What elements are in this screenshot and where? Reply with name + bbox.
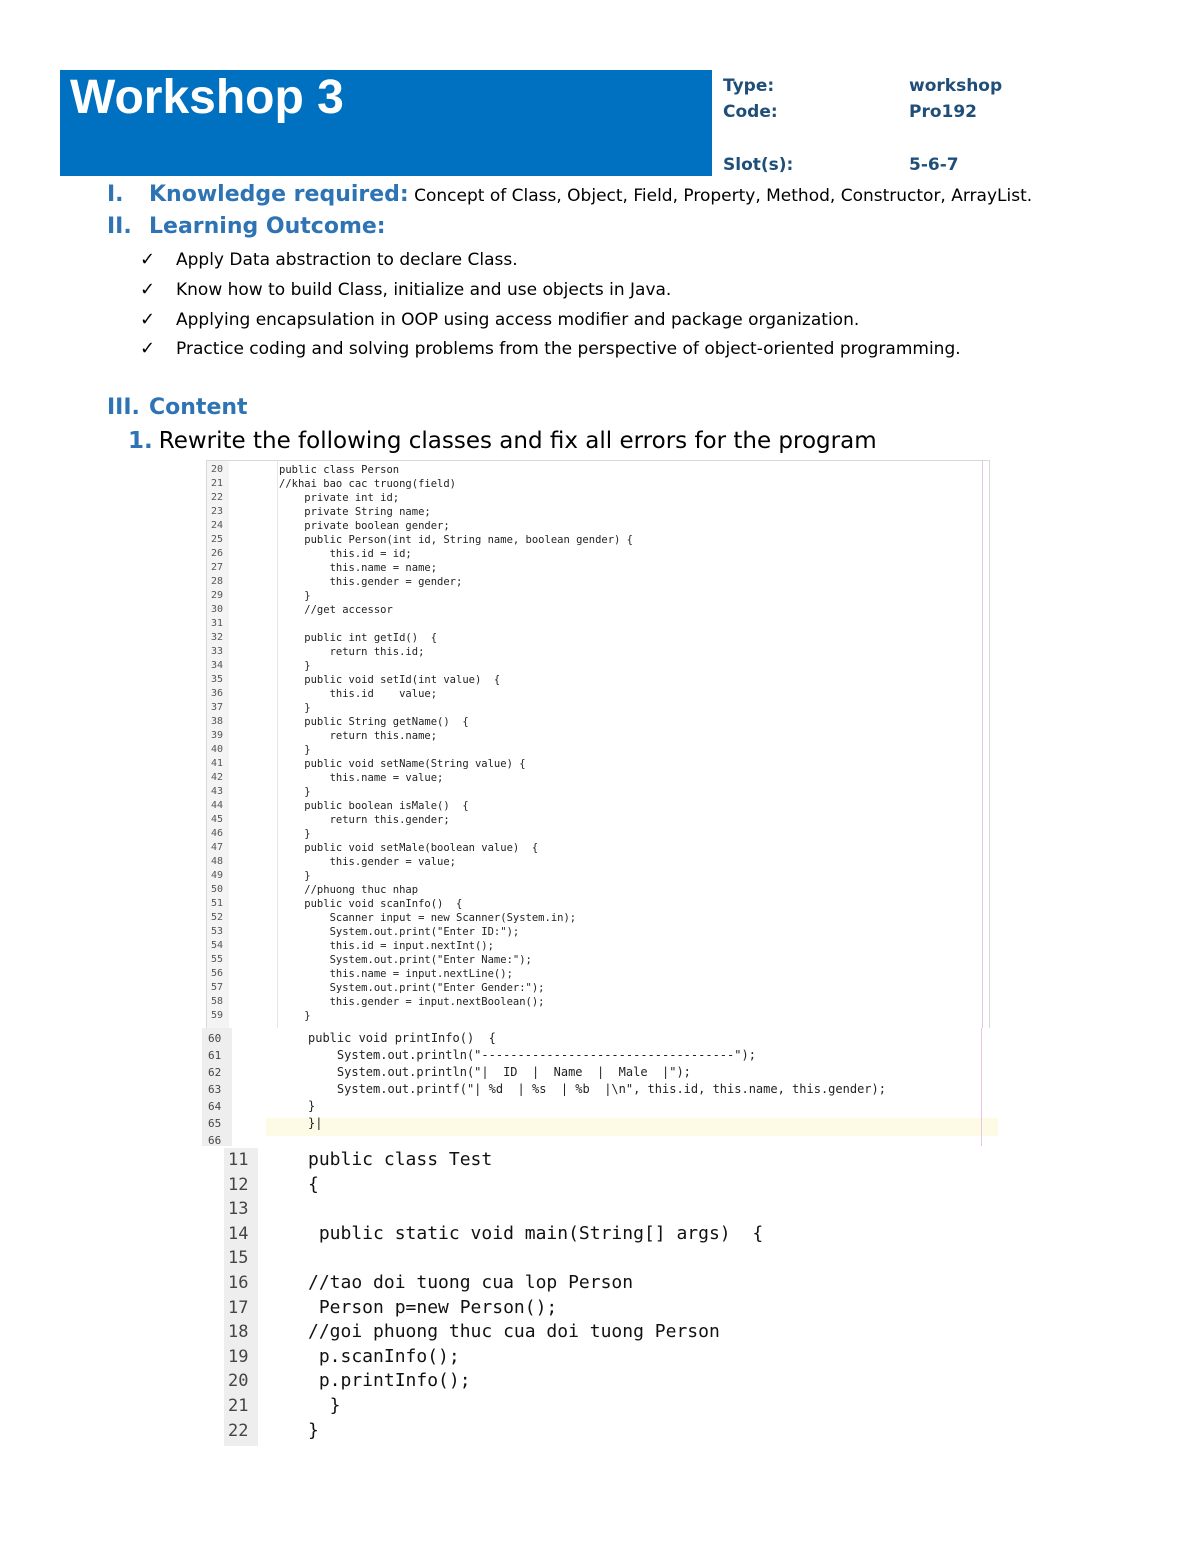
- page-title: Workshop 3: [70, 71, 344, 124]
- knowledge-text: Concept of Class, Object, Field, Property, Method, Constructor, ArrayList.: [408, 186, 1033, 206]
- line-number: 22: [211, 492, 224, 503]
- code-text: public void setMale(boolean value) {: [279, 842, 539, 854]
- line-number: 40: [211, 744, 224, 755]
- line-number: 56: [211, 968, 224, 979]
- code-text: System.out.print("Enter ID:");: [279, 926, 520, 938]
- code-text: }: [279, 786, 311, 798]
- line-number: 58: [211, 996, 224, 1007]
- outcome-text: Know how to build Class, initialize and use objects in Java.: [176, 280, 672, 300]
- line-number: 21: [211, 478, 224, 489]
- line-number: 37: [211, 702, 224, 713]
- line-number: 44: [211, 800, 224, 811]
- right-margin-line: [982, 461, 983, 1029]
- line-number: 21: [228, 1396, 249, 1416]
- line-number: 61: [208, 1049, 222, 1062]
- code-text: public static void main(String[] args) {: [308, 1222, 764, 1244]
- outcome-item: [140, 309, 859, 330]
- line-number: 32: [211, 632, 224, 643]
- indent-guide: [277, 461, 278, 1029]
- code-text: }: [308, 1099, 316, 1113]
- line-number: 46: [211, 828, 224, 839]
- current-line-highlight: [266, 1118, 998, 1136]
- code-label: Code:: [723, 102, 778, 122]
- code-text: }: [279, 590, 311, 602]
- section-content: [107, 395, 248, 420]
- code-value: Pro192: [909, 102, 978, 122]
- line-number: 20: [211, 464, 224, 475]
- code-text: public int getId() {: [279, 632, 438, 644]
- line-number: 55: [211, 954, 224, 965]
- check-icon: ✓: [140, 249, 156, 270]
- code-text: public void scanInfo() {: [279, 898, 463, 910]
- line-number: 59: [211, 1010, 224, 1021]
- code-text: System.out.println("| ID | Name | Male |");: [308, 1065, 691, 1079]
- code-text: this.gender = input.nextBoolean();: [279, 996, 545, 1008]
- line-number: 43: [211, 786, 224, 797]
- line-number: 64: [208, 1100, 222, 1113]
- line-number: 39: [211, 730, 224, 741]
- fold-markers: [249, 461, 269, 1029]
- code-text: private boolean gender;: [279, 520, 450, 532]
- outcome-item: [140, 338, 961, 359]
- line-number: 28: [211, 576, 224, 587]
- code-text: private int id;: [279, 492, 400, 504]
- code-text: this.name = value;: [279, 772, 444, 784]
- line-number: 23: [211, 506, 224, 517]
- code-text: //goi phuong thuc cua doi tuong Person: [308, 1321, 720, 1343]
- line-number: 51: [211, 898, 224, 909]
- line-number: 15: [228, 1248, 249, 1269]
- code-text: this.name = name;: [279, 562, 438, 574]
- code-screenshot-person: [206, 460, 990, 1030]
- code-text: public void setId(int value) {: [279, 674, 501, 686]
- line-number: 19: [228, 1346, 249, 1367]
- code-text: }: [279, 744, 311, 756]
- line-number: 54: [211, 940, 224, 951]
- outcome-text: Applying encapsulation in OOP using access modifier and package organization.: [176, 310, 860, 330]
- line-number: 25: [211, 534, 224, 545]
- line-number: 17: [228, 1297, 249, 1318]
- type-value: workshop: [909, 76, 1003, 96]
- code-text: private String name;: [279, 506, 431, 518]
- line-number: 24: [211, 520, 224, 531]
- code-text: this.gender = value;: [279, 856, 457, 868]
- code-text: Person p=new Person();: [308, 1296, 558, 1318]
- line-number: 66: [208, 1134, 222, 1147]
- section-title: Content: [149, 395, 248, 420]
- outcome-item: [140, 249, 518, 270]
- line-number: 48: [211, 856, 224, 867]
- line-number: 29: [211, 590, 224, 601]
- code-text: p.scanInfo();: [308, 1345, 460, 1367]
- code-text: System.out.printf("| %d | %s | %b |\n", this.id, this.name, this.gender);: [308, 1082, 886, 1096]
- code-text: }|: [308, 1116, 323, 1130]
- line-number: 12: [228, 1174, 249, 1195]
- code-text: }: [279, 828, 311, 840]
- line-number: 14: [228, 1223, 249, 1244]
- outcome-text: Practice coding and solving problems from the perspective of object-oriented programming.: [176, 339, 961, 359]
- line-number: 38: [211, 716, 224, 727]
- outcome-item: [140, 279, 671, 300]
- line-number: 50: [211, 884, 224, 895]
- code-text: System.out.println("-----------------------------------");: [308, 1048, 756, 1062]
- code-text: //get accessor: [279, 604, 393, 616]
- code-text: public void setName(String value) {: [279, 758, 526, 770]
- code-text: //khai bao cac truong(field): [279, 478, 457, 490]
- section-number: I.: [107, 182, 124, 207]
- line-number: 60: [208, 1032, 222, 1045]
- code-text: return this.gender;: [279, 814, 450, 826]
- line-number: 13: [228, 1199, 249, 1220]
- code-text: //phuong thuc nhap: [279, 884, 419, 896]
- task-heading: [128, 428, 877, 454]
- line-number: 30: [211, 604, 224, 615]
- section-knowledge: [107, 182, 1032, 207]
- line-number: 16: [228, 1273, 249, 1293]
- code-text: Scanner input = new Scanner(System.in);: [279, 912, 577, 924]
- line-number: 53: [211, 926, 224, 937]
- line-number: 41: [211, 758, 224, 769]
- code-text: }: [279, 1010, 311, 1022]
- code-text: public void printInfo() {: [308, 1031, 496, 1045]
- line-number: 22: [228, 1420, 249, 1441]
- line-number: 62: [208, 1066, 222, 1079]
- line-number: 52: [211, 912, 224, 923]
- code-text: //tao doi tuong cua lop Person: [308, 1272, 634, 1293]
- title-banner: [60, 70, 712, 176]
- line-number: 33: [211, 646, 224, 657]
- slot-label: Slot(s):: [723, 155, 794, 175]
- check-icon: ✓: [140, 309, 156, 330]
- code-screenshot-test: [224, 1148, 924, 1446]
- code-text: return this.id;: [279, 646, 425, 658]
- right-margin-line: [981, 1028, 982, 1146]
- code-text: public class Person: [279, 464, 412, 476]
- check-icon: ✓: [140, 279, 156, 300]
- section-number: III.: [107, 395, 140, 420]
- line-number: 34: [211, 660, 224, 671]
- section-title: Knowledge required:: [149, 182, 409, 207]
- code-text: p.printInfo();: [308, 1370, 471, 1392]
- code-screenshot-printinfo: [202, 1028, 998, 1146]
- task-text: Rewrite the following classes and fix all errors for the program: [158, 428, 877, 454]
- code-text: }: [279, 660, 311, 672]
- code-text: }: [279, 870, 311, 882]
- line-number: 31: [211, 618, 224, 629]
- code-text: public String getName() {: [279, 716, 469, 728]
- code-text: this.gender = gender;: [279, 576, 463, 588]
- line-number: 47: [211, 842, 224, 853]
- line-number: 18: [228, 1322, 249, 1343]
- code-text: this.id value;: [279, 688, 438, 700]
- code-text: }: [308, 1395, 341, 1416]
- code-text: }: [279, 702, 311, 714]
- code-text: {: [308, 1173, 319, 1195]
- line-number: 49: [211, 870, 224, 881]
- section-title: Learning Outcome:: [149, 214, 386, 239]
- code-text: System.out.print("Enter Gender:");: [279, 982, 545, 994]
- code-text: public boolean isMale() {: [279, 800, 469, 812]
- line-number: 26: [211, 548, 224, 559]
- line-number: 35: [211, 674, 224, 685]
- line-number: 65: [208, 1117, 222, 1130]
- section-number: II.: [107, 214, 132, 239]
- line-number: 11: [228, 1150, 249, 1170]
- code-text: System.out.print("Enter Name:");: [279, 954, 532, 966]
- task-number: 1.: [128, 428, 153, 454]
- code-text: public class Test: [308, 1149, 493, 1170]
- code-text: }: [308, 1419, 319, 1441]
- code-text: this.name = input.nextLine();: [279, 968, 513, 980]
- line-number: 57: [211, 982, 224, 993]
- line-number: 63: [208, 1083, 222, 1096]
- outcome-text: Apply Data abstraction to declare Class.: [176, 250, 518, 270]
- check-icon: ✓: [140, 338, 156, 359]
- code-text: this.id = input.nextInt();: [279, 940, 494, 952]
- type-label: Type:: [723, 76, 775, 96]
- line-number: 36: [211, 688, 224, 699]
- line-number: 45: [211, 814, 224, 825]
- line-number: 20: [228, 1371, 249, 1392]
- line-number: 42: [211, 772, 224, 783]
- code-text: public Person(int id, String name, boolean gender) {: [279, 534, 634, 546]
- section-outcome: [107, 214, 386, 239]
- line-number: 27: [211, 562, 224, 573]
- slot-value: 5-6-7: [909, 155, 959, 175]
- code-text: return this.name;: [279, 730, 438, 742]
- code-text: this.id = id;: [279, 548, 412, 560]
